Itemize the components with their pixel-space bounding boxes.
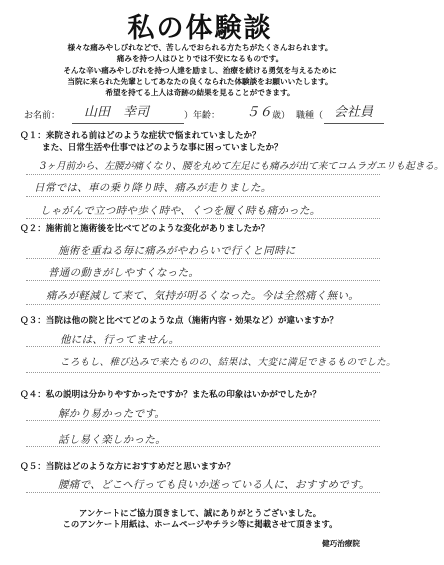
answer-line [26,196,380,197]
job-underline [324,123,384,124]
question-1 [20,131,283,154]
question-1-subtext: また、日常生活や仕事ではどのような事に困っていましたか？ [42,142,283,153]
answer-3-line-1: 他には、行ってません。 [60,334,180,346]
answer-line [26,304,380,305]
answer-2-line-2: 普通の動きがしやすくなった。 [48,267,200,279]
answer-line [26,372,380,373]
answer-4-line-2: 話し易く楽しかった。 [58,434,166,446]
footer-note [0,508,400,530]
answer-line [26,174,380,175]
answer-2-line-1: 施術を重ねる毎に痛みがやわらいで行くと同時に [58,245,296,257]
question-3 [20,316,338,328]
job-value: 会社員 [334,105,374,120]
answer-line [26,492,380,493]
question-1-text: Ｑ１：来院される前はどのような症状で悩まれていましたか？ [20,131,261,141]
footer-line: アンケートにご協力頂きまして、誠にありがとうございました。 [78,508,322,518]
intro-text [0,42,400,98]
question-4-text: Ｑ４：私の説明は分かりやすかったですか？また私の印象はいかがでしたか？ [20,390,321,400]
age-unit: 歳） [272,111,291,121]
question-4 [20,390,321,402]
intro-line: 様々な痛みやしびれなどで、苦しんでおられる方たちがたくさんおられます。 [67,43,333,52]
intro-line: 希望を持てる上人は奇跡の結果を見ることができます。 [105,88,295,98]
age-value: ５６ [246,105,273,120]
name-underline [72,123,184,124]
question-2 [20,224,269,236]
answer-4-line-1: 解かり易かったです。 [58,408,166,420]
answer-3-line-2: ころもし、稚び込みで来たものの、結果は、大変に満足できるものでした。 [60,357,397,368]
answer-line [26,218,380,219]
page-title: 私の体験談 [127,13,273,44]
age-label: ）年齢： [184,111,221,121]
intro-line: そんな辛い痛みやしびれを持つ人達を励まし、治療を続ける勇気を与えるために [63,65,337,75]
question-5 [20,462,235,474]
job-label: 職種（ [296,111,324,121]
answer-1-line-3: しゃがんで立つ時や歩く時や、くつを履く時も痛かった。 [40,205,321,217]
respondent-info-row [24,104,384,124]
answer-2-line-3: 痛みが軽減して来て、気持が明るくなった。今は全然痛く無い。 [46,290,359,302]
clinic-name: 健巧治療院 [322,539,360,548]
answer-5-line-1: 腰痛で、どこへ行っても良いか迷っている人に、おすすめです。 [58,479,370,491]
question-3-text: Ｑ３：当院は他の院と比べてどのような点（施術内容・効果など）が違いますか？ [20,316,338,326]
answer-line [26,258,380,259]
name-value: 山田 幸司 [84,105,150,120]
answer-1-line-1: 3ヶ月前から、左腰が痛くなり、腰を丸めて左足にも痛みが出て来てコムラガエリも起きる。 [40,161,444,172]
name-label: お名前： [24,111,61,121]
footer-line: このアンケート用紙は、ホームページやチラシ等に掲載させて頂きます。 [62,519,338,529]
intro-line: 痛みを持つ人はひとりでは不安になるものです。 [116,54,284,64]
question-5-text: Ｑ５：当院はどのような方におすすめだと思いますか？ [20,462,235,472]
answer-line [26,280,380,281]
question-2-text: Ｑ２：施術前と施術後を比べてどのような変化がありましたか？ [20,224,270,234]
answer-1-line-2: 日常では、車の乗り降り時、痛みが走りました。 [34,182,272,194]
intro-line: 当院に来られた先輩としてあなたの良くなられた体験談をお願いいたします。 [67,76,333,86]
